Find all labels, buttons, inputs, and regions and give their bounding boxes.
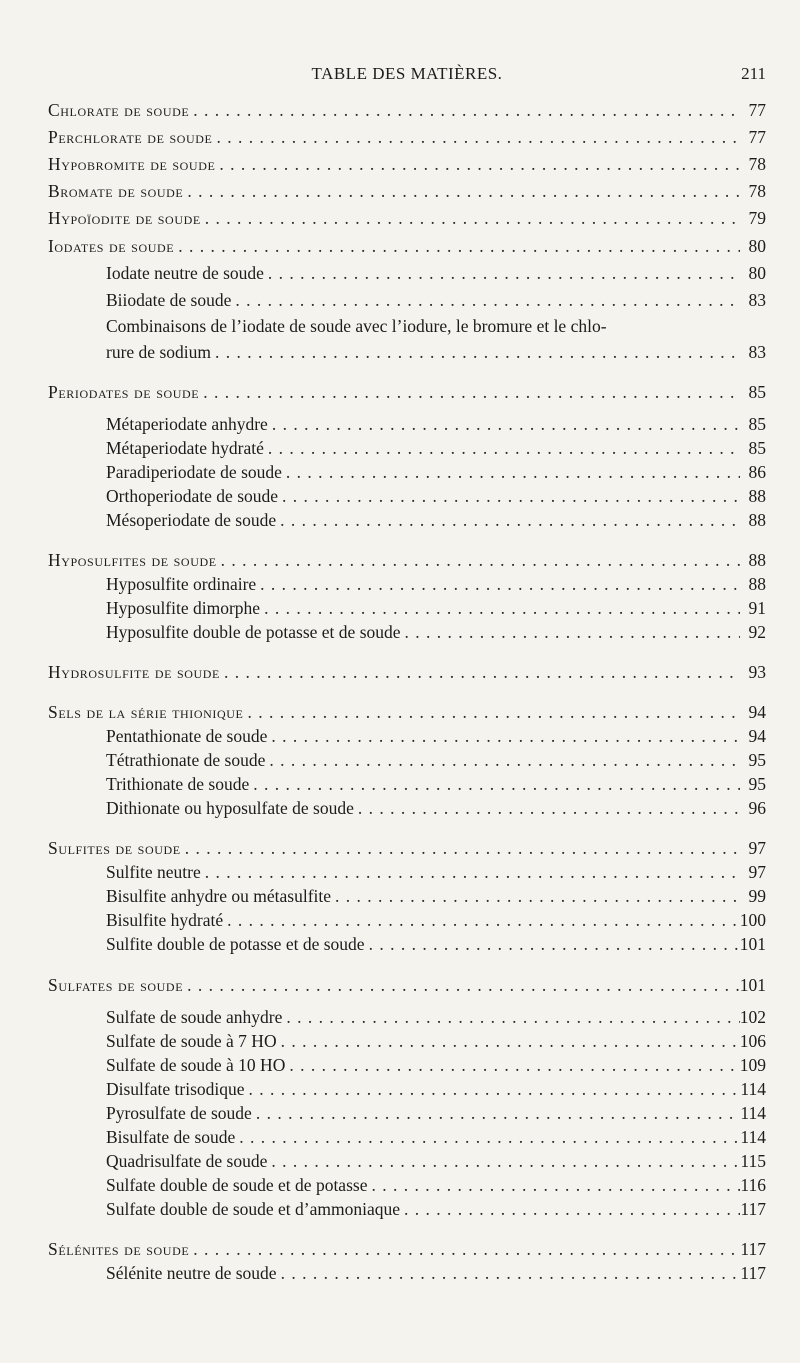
toc-entry-page: 96 [748,798,766,818]
dot-leader [201,862,740,883]
toc-entry-label: Hyposulfites de soude [48,550,217,570]
dot-leader [276,510,740,531]
toc-subentry [106,263,766,287]
toc-entry-page: 117 [740,1263,766,1283]
toc-entry-label: Sulfite neutre [106,862,201,882]
toc-subentry [106,1031,766,1055]
toc-subentry [106,1175,766,1199]
toc-subentry [106,462,766,486]
dot-leader [235,1127,740,1148]
dot-leader [365,934,740,955]
dot-leader [367,1175,740,1196]
toc-entry-label: Trithionate de soude [106,774,250,794]
toc-subentry [106,910,766,934]
dot-leader [331,886,740,907]
toc-subentry [106,726,766,750]
toc-entry-page: 80 [748,263,766,283]
dot-leader [252,1103,740,1124]
toc-entry-page: 94 [748,726,766,746]
toc-entry-page: 79 [748,208,766,228]
toc-entry-page: 99 [748,886,766,906]
toc-entry-label: Sulfate double de soude et d’ammoniaque [106,1199,401,1219]
toc-entry-page: 114 [740,1103,766,1123]
toc-section [48,975,766,999]
toc-entry-page: 109 [739,1055,766,1075]
toc-entry-page: 88 [748,486,766,506]
toc-subentry [106,1079,766,1103]
toc-section [48,127,766,151]
toc-entry-label: Pentathionate de soude [106,726,268,746]
dot-leader [249,774,740,795]
dot-leader [199,382,740,403]
toc-entry-page: 88 [748,510,766,530]
toc-subentry [106,1055,766,1079]
toc-section [48,702,766,726]
dot-leader [243,702,740,723]
toc-entry-page: 95 [748,750,766,770]
toc-entry-label: Sulfate de soude à 7 HO [106,1031,277,1051]
dot-leader [256,574,740,595]
toc-subentry [106,510,766,534]
toc-entry-label: Sélénites de soude [48,1239,190,1259]
toc-entry-page: 94 [748,702,766,722]
dot-leader [245,1079,740,1100]
toc-subentry [106,1007,766,1031]
toc-entry-label: Sélénite neutre de soude [106,1263,277,1283]
toc-entry-page: 102 [739,1007,766,1027]
toc-subentry [106,1127,766,1151]
dot-leader [212,127,740,148]
toc-entry-page: 100 [739,910,766,930]
toc-entry-page: 85 [748,438,766,458]
toc-entry-label: Sulfate de soude à 10 HO [106,1055,286,1075]
toc-subentry [106,486,766,510]
dot-leader [264,438,740,459]
toc-subentry [106,342,766,366]
toc-entry-label: Periodates de soude [48,382,200,402]
toc-entry-page: 85 [748,414,766,434]
toc-subentry [106,1103,766,1127]
toc-entry-label: Sulfite double de potasse et de soude [106,934,365,954]
toc-subentry [106,622,766,646]
toc-entry-label: Iodates de soude [48,236,175,256]
dot-leader [231,290,740,311]
toc-entry-label: Tétrathionate de soude [106,750,266,770]
dot-leader [267,726,740,747]
toc-subentry [106,598,766,622]
toc-section [48,100,766,124]
dot-leader [211,342,740,363]
toc-entry-label: Métaperiodate anhydre [106,414,268,434]
dot-leader [183,181,740,202]
dot-leader [277,1263,740,1284]
toc-entry-page: 78 [748,154,766,174]
toc-entry-page: 85 [748,382,766,402]
toc-entry-label: rure de sodium [106,342,211,362]
toc-subentry [106,1263,766,1287]
toc-section [48,236,766,260]
dot-leader [268,414,740,435]
toc-entry-label: Dithionate ou hyposulfate de soude [106,798,354,818]
dot-leader [400,1199,740,1220]
toc-entry-page: 114 [740,1079,766,1099]
toc-entry-label: Quadrisulfate de soude [106,1151,268,1171]
dot-leader [189,100,740,121]
toc-entry-label: Bromate de soude [48,181,184,201]
page-title: TABLE DES MATIÈRES. [311,64,503,83]
toc-subentry [106,438,766,462]
dot-leader [282,462,740,483]
dot-leader [174,236,740,257]
toc-subentry [106,886,766,910]
dot-leader [201,208,740,229]
toc-entry-label: Hyposulfite ordinaire [106,574,257,594]
toc-subentry [106,798,766,822]
toc-entry-page: 115 [740,1151,766,1171]
toc-entry-label-line1: Combinaisons de l’iodate de soude avec l’iodure, le bromure et le chlo- [106,316,607,336]
toc-entry-page: 117 [740,1199,766,1219]
toc-entry-label: Bisulfate de soude [106,1127,236,1147]
toc-entry-label: Paradiperiodate de soude [106,462,282,482]
toc-subentry [106,750,766,774]
toc-entry-label: Métaperiodate hydraté [106,438,264,458]
toc-entry-label: Sulfites de soude [48,838,181,858]
toc-entry-page: 101 [739,975,766,995]
dot-leader [277,1031,740,1052]
toc-entry-label: Disulfate trisodique [106,1079,245,1099]
toc-entry-page: 83 [748,290,766,310]
toc-entry-label: Orthoperiodate de soude [106,486,279,506]
toc-entry-label: Bisulfite anhydre ou métasulfite [106,886,332,906]
toc-entry-page: 80 [748,236,766,256]
toc-entry-page: 117 [740,1239,766,1259]
toc-subentry [106,1151,766,1175]
dot-leader [278,486,740,507]
dot-leader [282,1007,739,1028]
toc-entry-label: Perchlorate de soude [48,127,213,147]
toc-entry-label: Biiodate de soude [106,290,232,310]
dot-leader [265,750,740,771]
toc-entry-page: 116 [740,1175,766,1195]
dot-leader [264,263,740,284]
toc-entry-page: 77 [748,127,766,147]
page-header [48,64,766,90]
toc-entry-label: Hydrosulfite de soude [48,662,220,682]
toc-entry-page: 93 [748,662,766,682]
dot-leader [220,662,740,683]
toc-entry-label: Iodate neutre de soude [106,263,264,283]
toc-entry-page: 101 [739,934,766,954]
dot-leader [189,1239,740,1260]
dot-leader [285,1055,739,1076]
toc-entry-label: Sels de la série thionique [48,702,244,722]
toc-subentry [106,862,766,886]
toc-section [48,838,766,862]
toc-entry-label: Hyposulfite dimorphe [106,598,261,618]
toc-entry-label: Pyrosulfate de soude [106,1103,252,1123]
toc-entry-page: 91 [748,598,766,618]
dot-leader [223,910,740,931]
toc-section [48,382,766,406]
dot-leader [217,550,740,571]
toc-entry-page: 106 [739,1031,766,1051]
toc-entry-label: Sulfate de soude anhydre [106,1007,283,1027]
toc-entry-label: Hypobromite de soude [48,154,216,174]
toc-section [48,550,766,574]
toc-entry-label: Bisulfite hydraté [106,910,224,930]
toc-subentry [106,574,766,598]
toc-subentry [106,774,766,798]
toc-entry-page: 97 [748,838,766,858]
toc-entry-label: Chlorate de soude [48,100,190,120]
toc-entry-page: 88 [748,574,766,594]
toc-subentry [106,414,766,438]
toc-entry-label: Hypoïodite de soude [48,208,201,228]
toc-entry-page: 86 [748,462,766,482]
dot-leader [354,798,740,819]
dot-leader [267,1151,740,1172]
toc-entry-page: 77 [748,100,766,120]
toc-entry-page: 92 [748,622,766,642]
toc-entry-label: Sulfates de soude [48,975,184,995]
toc-subentry [106,290,766,314]
toc-entry-page: 114 [740,1127,766,1147]
toc-section [48,208,766,232]
toc-entry-page: 97 [748,862,766,882]
toc-section [48,181,766,205]
toc-entry-label: Mésoperiodate de soude [106,510,277,530]
dot-leader [215,154,740,175]
toc-subentry [106,934,766,958]
toc-entry-page: 78 [748,181,766,201]
toc-entry-label: Hyposulfite double de potasse et de soude [106,622,401,642]
toc-entry-page: 95 [748,774,766,794]
dot-leader [260,598,740,619]
toc-section [48,1239,766,1263]
dot-leader [183,975,740,996]
toc-entry-page: 88 [748,550,766,570]
page-number: 211 [741,64,766,83]
dot-leader [401,622,740,643]
toc-section [48,662,766,686]
toc-subentry [106,1199,766,1223]
toc-entry-label: Sulfate double de soude et de potasse [106,1175,368,1195]
dot-leader [181,838,740,859]
toc-section [48,154,766,178]
toc-entry-page: 83 [748,342,766,362]
